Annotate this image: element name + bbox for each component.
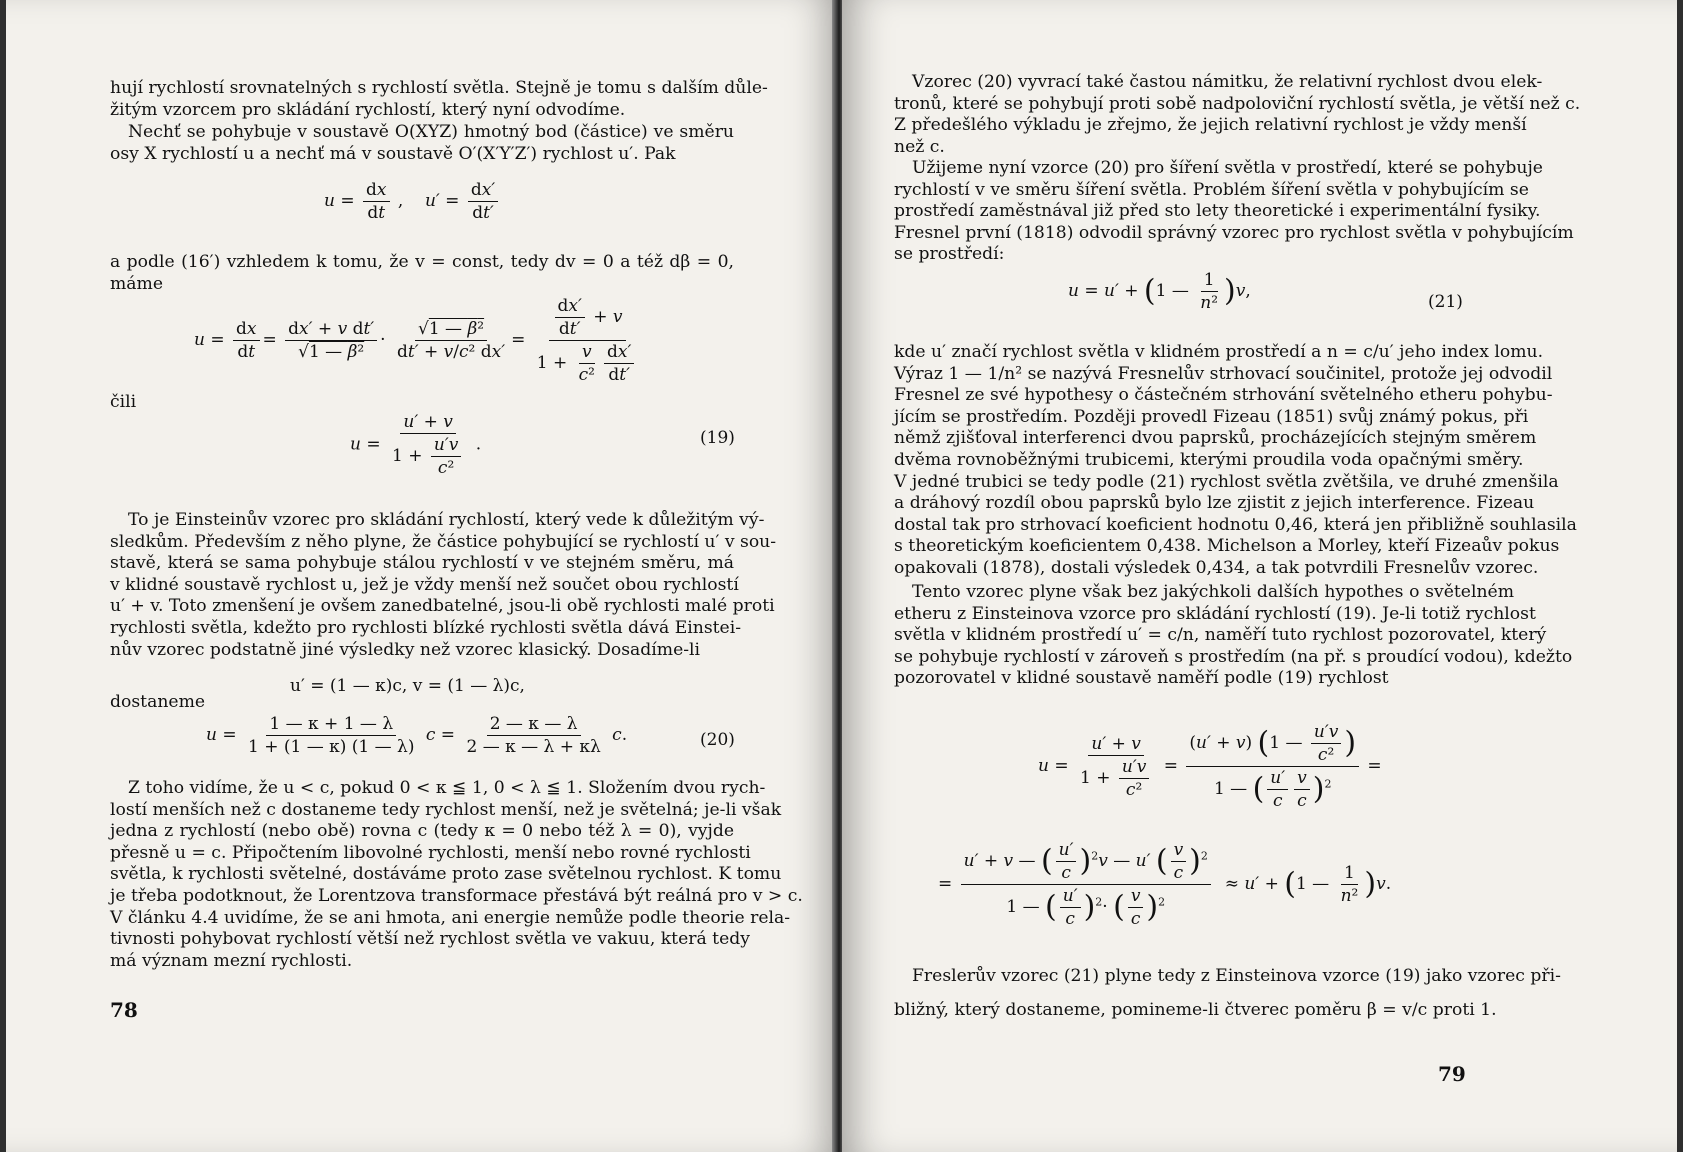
right-para-5: Freslerův vzorec (21) plyne tedy z Einsteinova vzorce (19) jako vzorec při- bližný, který dostaneme, pomineme-li čtverec poměru β = v/c proti 1. xyxy=(894,966,1561,1020)
left-para-5: Z toho vidíme, že u < c, pokud 0 < κ ≦ 1, 0 < λ ≦ 1. Složením dvou rych- lostí menších než c dostaneme tedy rychlost menší, než je světelná; je-li však jedna z rychlostí (nebo obě) rovna c (tedy κ = 0 nebo též λ = 0), vyjde přesně u = c. Připočtením libovolné rychlosti, menší nebo rovné rychlosti světla, k rychlosti světelné, dostáváme proto zase světelnou rychlost. K tomu je třeba podotknout, že Lorentzova transformace přestává být reálná pro v > c. V článku 4.4 uvidíme, že se ani hmota, ani energie nemůže podle theorie rela- tivnosti pohybovat rychlostí větší než rychlost světla ve vakuu, která tedy má význam mezní rychlosti. xyxy=(110,778,803,971)
equation-19: u = u′ + v 1 + $\frac{u'v}{\text{c²}}$ . xyxy=(350,412,482,478)
word-dostaneme: dostaneme xyxy=(110,692,206,712)
equation-21: u = u′ + (1 — $\frac{1}{\text{n²}}$ )v, xyxy=(1068,270,1251,313)
right-para-4: Tento vzorec plyne však bez jakýchkoli dalších hypothes o světelném etheru z Einsteinova vzorce pro skládání rychlostí (19). Je-li totiž rychlost světla v klidném prostředí u′ = c/n, naměří tuto rychlost pozorovatel, který se pohybuje rychlostí v zároveň s prostředím (na př. s proudící vodou), kdežto pozorovatel v klidné soustavě naměří podle (19) rychlost xyxy=(894,582,1573,689)
equation-velocity-definitions: u = $\frac{dx}{dt}$ , u′ = $\frac{dx'}{dt'}$ xyxy=(324,180,501,223)
equation-20-number: (20) xyxy=(700,730,735,750)
right-para-2: Užijeme nyní vzorce (20) pro šíření světla v prostředí, které se pohybuje rychlostí v ve směru šíření světla. Problém šíření světla v pohybujícím se prostředí zaměstnával již před sto lety theoretické i experimentální fysiky. Fresnel první (1818) odvodil správný vzorec pro rychlost světla v pohybujícím se prostředí: xyxy=(894,158,1574,265)
word-cili: čili xyxy=(110,392,137,412)
left-para-1: hují rychlostí srovnatelných s rychlostí světla. Stejně je tomu s dalším důle- žitým vzorcem pro skládání rychlostí, který nyní odvodíme. xyxy=(110,78,768,120)
equation-fresnel-derivation-1: u = u′ + v 1 + $\frac{u'v}{\text{c²}}$ = (u′ + v) (1 — $\frac{u'v}{\text{c²}}$ ) 1 — ( $\frac{u'}{c}$ $\frac{v}{c}$ )$^2$ = xyxy=(1038,722,1382,811)
equation-19-number: (19) xyxy=(700,428,735,448)
equation-21-number: (21) xyxy=(1428,292,1463,312)
equation-20: u = $\frac{1 — \kappa + 1 — \lambda}{1 + (1 — \kappa) (1 — \lambda)}$ c = $\frac{2 — \kappa — \lambda}{2 — \kappa — \lambda + \kappa\lambda}$ c. xyxy=(206,714,628,757)
left-para-3: a podle (16′) vzhledem k tomu, že v = const, tedy dv = 0 a též dβ = 0, máme xyxy=(110,252,734,294)
left-para-4: To je Einsteinův vzorec pro skládání rychlostí, který vede k důležitým vý- sledkům. Především z něho plyne, že částice pohybující se rychlostí u′ v sou- stavě, která se sama pohybuje stálou rychlostí v ve stejném směru, má v klidné soustavě rychlost u, jež je vždy menší než součet obou rychlostí u′ + v. Toto zmenšení je ovšem zanedbatelné, jsou-li obě rychlosti malé proti rychlosti světla, kdežto pro rychlosti blízké rychlosti světla dává Einstei- nův vzorec podstatně jiné výsledky než vzorec klasický. Dosadíme-li xyxy=(110,510,777,660)
page-number-left: 78 xyxy=(110,998,138,1022)
substitution-equation: u′ = (1 — κ)c, v = (1 — λ)c, xyxy=(290,676,525,696)
page-number-right: 79 xyxy=(1438,1062,1466,1086)
equation-derivation: u = $\frac{dx}{dt}$ = $\frac{\text{dx′ + v dt′}}{\text{√1 — β²}}$ · $\frac{\text{√1 — β²}}{\text{dt′ + v/c² dx′}}$ = $\frac{dx'}{dt'}$ + v 1 + $\frac{v}{\text{c²}}$ $\frac{dx'}{dt'}$ xyxy=(194,296,643,385)
left-para-2: Nechť se pohybuje v soustavě O(XYZ) hmotný bod (částice) ve směru osy X rychlostí u a nechť má v soustavě O′(X′Y′Z′) rychlost u′. Pak xyxy=(110,122,734,164)
right-para-1: Vzorec (20) vyvrací také častou námitku, že relativní rychlost dvou elek- tronů, které se pohybují proti sobě nadpoloviční rychlostí světla, je větší než c. Z předešlého výkladu je zřejmo, že jejich relativní rychlost je vždy menší než c. xyxy=(894,72,1581,157)
right-page xyxy=(842,0,1677,1152)
equation-fresnel-derivation-2: = u′ + v — ( $\frac{u'}{c}$ )$^2$v — u′ ( $\frac{v}{c}$ )$^2$ 1 — ( $\frac{u'}{c}$ )$^2$· ( $\frac{v}{c}$ )$^2$ ≈ u′ + (1 — $\frac{1}{\text{n²}}$ )v. xyxy=(938,840,1392,929)
left-page xyxy=(6,0,838,1152)
right-para-3: kde u′ značí rychlost světla v klidném prostředí a n = c/u′ jeho index lomu. Výraz 1 — 1/n² se nazývá Fresnelův strhovací součinitel, protože jej odvodil Fresnel ze své hypothesy o částečném strhování světelného etheru pohybu- jícím se prostředím. Později provedl Fizeau (1851) svůj známý pokus, při němž zjišťoval interferenci dvou paprsků, procházejících stejným směrem dvěma rovnoběžnými trubicemi, kterými proudila voda opačnými směry. V jedné trubici se tedy podle (21) rychlost světla zvětšila, ve druhé zmenšila a dráhový rozdíl obou paprsků bylo lze zjistit z jejich interference. Fizeau dostal tak pro strhovací koeficient hodnotu 0,46, která jen přibližně souhlasila s theoretickým koeficientem 0,438. Michelson a Morley, kteří Fizeaův pokus opakovali (1878), dostali výsledek 0,434, a tak potvrdili Fresnelův vzorec. xyxy=(894,342,1577,578)
